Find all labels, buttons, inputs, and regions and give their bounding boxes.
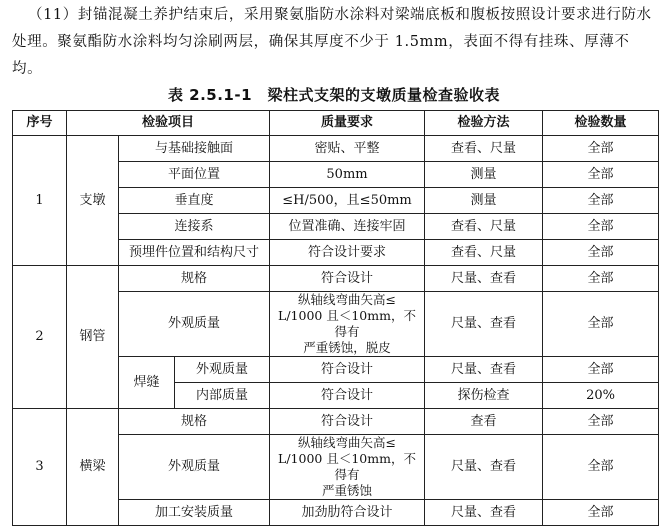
seq-cell: 2 bbox=[13, 266, 67, 409]
quantity-cell: 全部 bbox=[543, 435, 659, 500]
quantity-cell: 全部 bbox=[543, 136, 659, 162]
requirement-cell: 位置准确、连接牢固 bbox=[270, 214, 425, 240]
seq-cell: 3 bbox=[13, 409, 67, 526]
seq-cell: 1 bbox=[13, 136, 67, 266]
requirement-cell: 密贴、平整 bbox=[270, 136, 425, 162]
method-cell: 查看、尺量 bbox=[425, 136, 543, 162]
item-cell: 内部质量 bbox=[175, 383, 270, 409]
method-cell: 探伤检查 bbox=[425, 383, 543, 409]
quantity-cell: 全部 bbox=[543, 292, 659, 357]
item-cell: 规格 bbox=[119, 266, 270, 292]
requirement-cell: 50mm bbox=[270, 162, 425, 188]
quantity-cell: 全部 bbox=[543, 409, 659, 435]
method-cell: 查看 bbox=[425, 409, 543, 435]
quantity-cell: 全部 bbox=[543, 214, 659, 240]
weld-label-cell: 焊缝 bbox=[119, 357, 175, 409]
table-row bbox=[13, 266, 659, 292]
quantity-cell: 全部 bbox=[543, 188, 659, 214]
table-caption: 表 2.5.1-1 梁柱式支架的支墩质量检查验收表 bbox=[167, 86, 501, 104]
header-quantity: 检验数量 bbox=[543, 111, 659, 136]
item-cell: 与基础接触面 bbox=[119, 136, 270, 162]
table-row bbox=[13, 409, 659, 435]
paragraph-text: （11）封锚混凝土养护结束后，采用聚氨脂防水涂料对梁端底板和腹板按照设计要求进行防水处理。聚氨酯防水涂料均匀涂刷两层，确保其厚度不少于 1.5mm，表面不得有挂珠、厚薄不均。 bbox=[12, 7, 652, 77]
requirement-cell: 符合设计要求 bbox=[270, 240, 425, 266]
item-cell: 垂直度 bbox=[119, 188, 270, 214]
item-cell: 外观质量 bbox=[119, 435, 270, 500]
requirement-cell: 符合设计 bbox=[270, 409, 425, 435]
requirement-cell: 符合设计 bbox=[270, 357, 425, 383]
method-cell: 查看、尺量 bbox=[425, 240, 543, 266]
inspection-table bbox=[12, 110, 659, 526]
requirement-cell bbox=[270, 292, 425, 357]
group-name-cell: 钢管 bbox=[67, 266, 119, 409]
method-cell: 尺量、查看 bbox=[425, 292, 543, 357]
item-cell: 加工安装质量 bbox=[119, 500, 270, 526]
item-cell: 外观质量 bbox=[175, 357, 270, 383]
requirement-line: L/1000 且＜10mm，不得有 bbox=[278, 451, 416, 482]
method-cell: 尺量、查看 bbox=[425, 357, 543, 383]
requirement-line: 纵轴线弯曲矢高≤ bbox=[298, 435, 396, 450]
header-requirement: 质量要求 bbox=[270, 111, 425, 136]
requirement-line: 严重锈蚀 bbox=[322, 483, 373, 498]
quantity-cell: 全部 bbox=[543, 357, 659, 383]
method-cell: 尺量、查看 bbox=[425, 500, 543, 526]
requirement-line: L/1000 且＜10mm，不得有 bbox=[278, 308, 416, 339]
group-name-cell: 横梁 bbox=[67, 409, 119, 526]
method-cell: 尺量、查看 bbox=[425, 266, 543, 292]
requirement-cell: 符合设计 bbox=[270, 266, 425, 292]
requirement-cell: 符合设计 bbox=[270, 383, 425, 409]
quantity-cell: 20% bbox=[543, 383, 659, 409]
method-cell: 查看、尺量 bbox=[425, 214, 543, 240]
quantity-cell: 全部 bbox=[543, 266, 659, 292]
item-cell: 预埋件位置和结构尺寸 bbox=[119, 240, 270, 266]
requirement-cell bbox=[270, 435, 425, 500]
header-seq: 序号 bbox=[13, 111, 67, 136]
body-paragraph bbox=[12, 2, 658, 83]
requirement-cell: 加劲肋符合设计 bbox=[270, 500, 425, 526]
quantity-cell: 全部 bbox=[543, 162, 659, 188]
item-cell: 连接系 bbox=[119, 214, 270, 240]
requirement-cell: ≤H/500，且≤50mm bbox=[270, 188, 425, 214]
requirement-line: 纵轴线弯曲矢高≤ bbox=[298, 292, 396, 307]
table-header-row bbox=[13, 111, 659, 136]
method-cell: 测量 bbox=[425, 162, 543, 188]
method-cell: 尺量、查看 bbox=[425, 435, 543, 500]
table-row bbox=[13, 136, 659, 162]
quantity-cell: 全部 bbox=[543, 500, 659, 526]
header-method: 检验方法 bbox=[425, 111, 543, 136]
group-name-cell: 支墩 bbox=[67, 136, 119, 266]
item-cell: 平面位置 bbox=[119, 162, 270, 188]
item-cell: 外观质量 bbox=[119, 292, 270, 357]
quantity-cell: 全部 bbox=[543, 240, 659, 266]
item-cell: 规格 bbox=[119, 409, 270, 435]
header-item: 检验项目 bbox=[67, 111, 270, 136]
requirement-line: 严重锈蚀，脱皮 bbox=[303, 340, 391, 355]
method-cell: 测量 bbox=[425, 188, 543, 214]
